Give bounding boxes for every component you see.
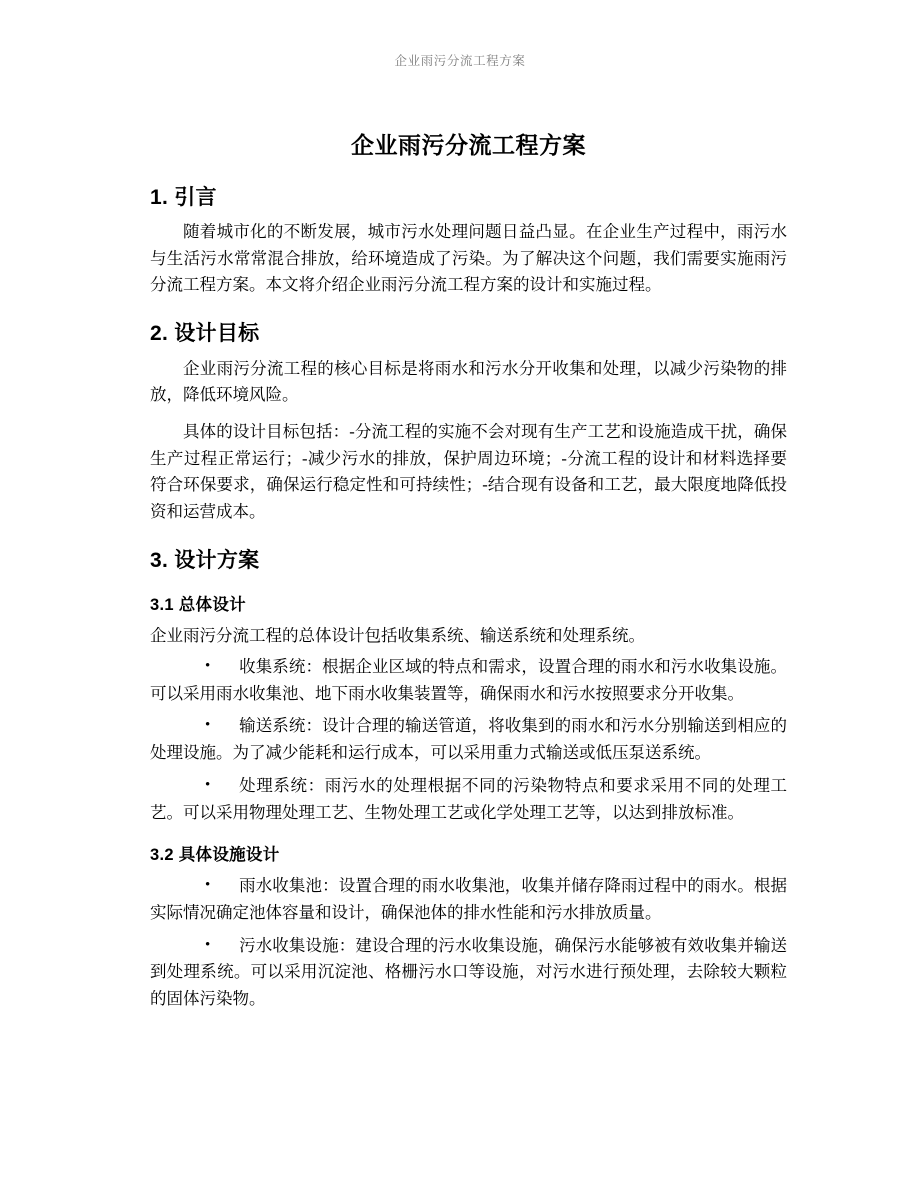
- subsection-3-1-bullet-list: [150, 654, 787, 826]
- section-heading-1: 1. 引言: [150, 185, 217, 209]
- document-body: [150, 128, 787, 1019]
- list-item-text: 雨水收集池：设置合理的雨水收集池，收集并储存降雨过程中的雨水。根据实际情况确定池体容量和设计，确保池体的排水性能和污水排放质量。: [150, 876, 787, 922]
- bullet-icon: •: [205, 936, 211, 953]
- list-item-text: 处理系统：雨污水的处理根据不同的污染物特点和要求采用不同的处理工艺。可以采用物理处理工艺、生物处理工艺或化学处理工艺等，以达到排放标准。: [150, 775, 787, 822]
- list-item: [150, 873, 787, 926]
- bullet-icon: •: [205, 717, 211, 734]
- subsection-heading-3-2: 3.2 具体设施设计: [150, 846, 280, 865]
- subsection-3-1-intro: 企业雨污分流工程的总体设计包括收集系统、输送系统和处理系统。: [150, 626, 645, 646]
- list-item: [150, 933, 787, 1013]
- list-item-text: 输送系统：设计合理的输送管道，将收集到的雨水和污水分别输送到相应的处理设施。为了减少能耗和运行成本，可以采用重力式输送或低压泵送系统。: [150, 716, 787, 763]
- list-item: [150, 773, 787, 826]
- bullet-icon: •: [205, 657, 211, 674]
- list-item: [150, 654, 787, 707]
- section-2-paragraph-2: 具体的设计目标包括：‐分流工程的实施不会对现有生产工艺和设施造成干扰，确保生产过程正常运行；‐减少污水的排放，保护周边环境；‐分流工程的设计和材料选择要符合环保要求，确保运行稳定性和可持续性；‐结合现有设备和工艺，最大限度地降低投资和运营成本。: [150, 421, 787, 522]
- subsection-3-2-bullet-list: [150, 873, 787, 1013]
- subsection-heading-3-1: 3.1 总体设计: [150, 596, 246, 615]
- running-header: 企业雨污分流工程方案: [394, 54, 526, 68]
- section-heading-3: 3. 设计方案: [150, 548, 260, 572]
- section-1-paragraph-1: 随着城市化的不断发展，城市污水处理问题日益凸显。在企业生产过程中，雨污水与生活污水常常混合排放，给环境造成了污染。为了解决这个问题，我们需要实施雨污分流工程方案。本文将介绍企业雨污分流工程方案的设计和实施过程。: [150, 221, 787, 295]
- section-heading-2: 2. 设计目标: [150, 322, 260, 346]
- list-item-text: 污水收集设施：建设合理的污水收集设施，确保污水能够被有效收集并输送到处理系统。可以采用沉淀池、格栅污水口等设施，对污水进行预处理，去除较大颗粒的固体污染物。: [150, 935, 787, 1009]
- list-item-text: 收集系统：根据企业区域的特点和需求，设置合理的雨水和污水收集设施。可以采用雨水收集池、地下雨水收集装置等，确保雨水和污水按照要求分开收集。: [150, 656, 787, 703]
- section-2-paragraph-1: 企业雨污分流工程的核心目标是将雨水和污水分开收集和处理，以减少污染物的排放，降低环境风险。: [150, 358, 787, 405]
- bullet-icon: •: [205, 877, 211, 894]
- list-item: [150, 713, 787, 766]
- page-title: 企业雨污分流工程方案: [351, 132, 586, 158]
- bullet-icon: •: [205, 776, 211, 793]
